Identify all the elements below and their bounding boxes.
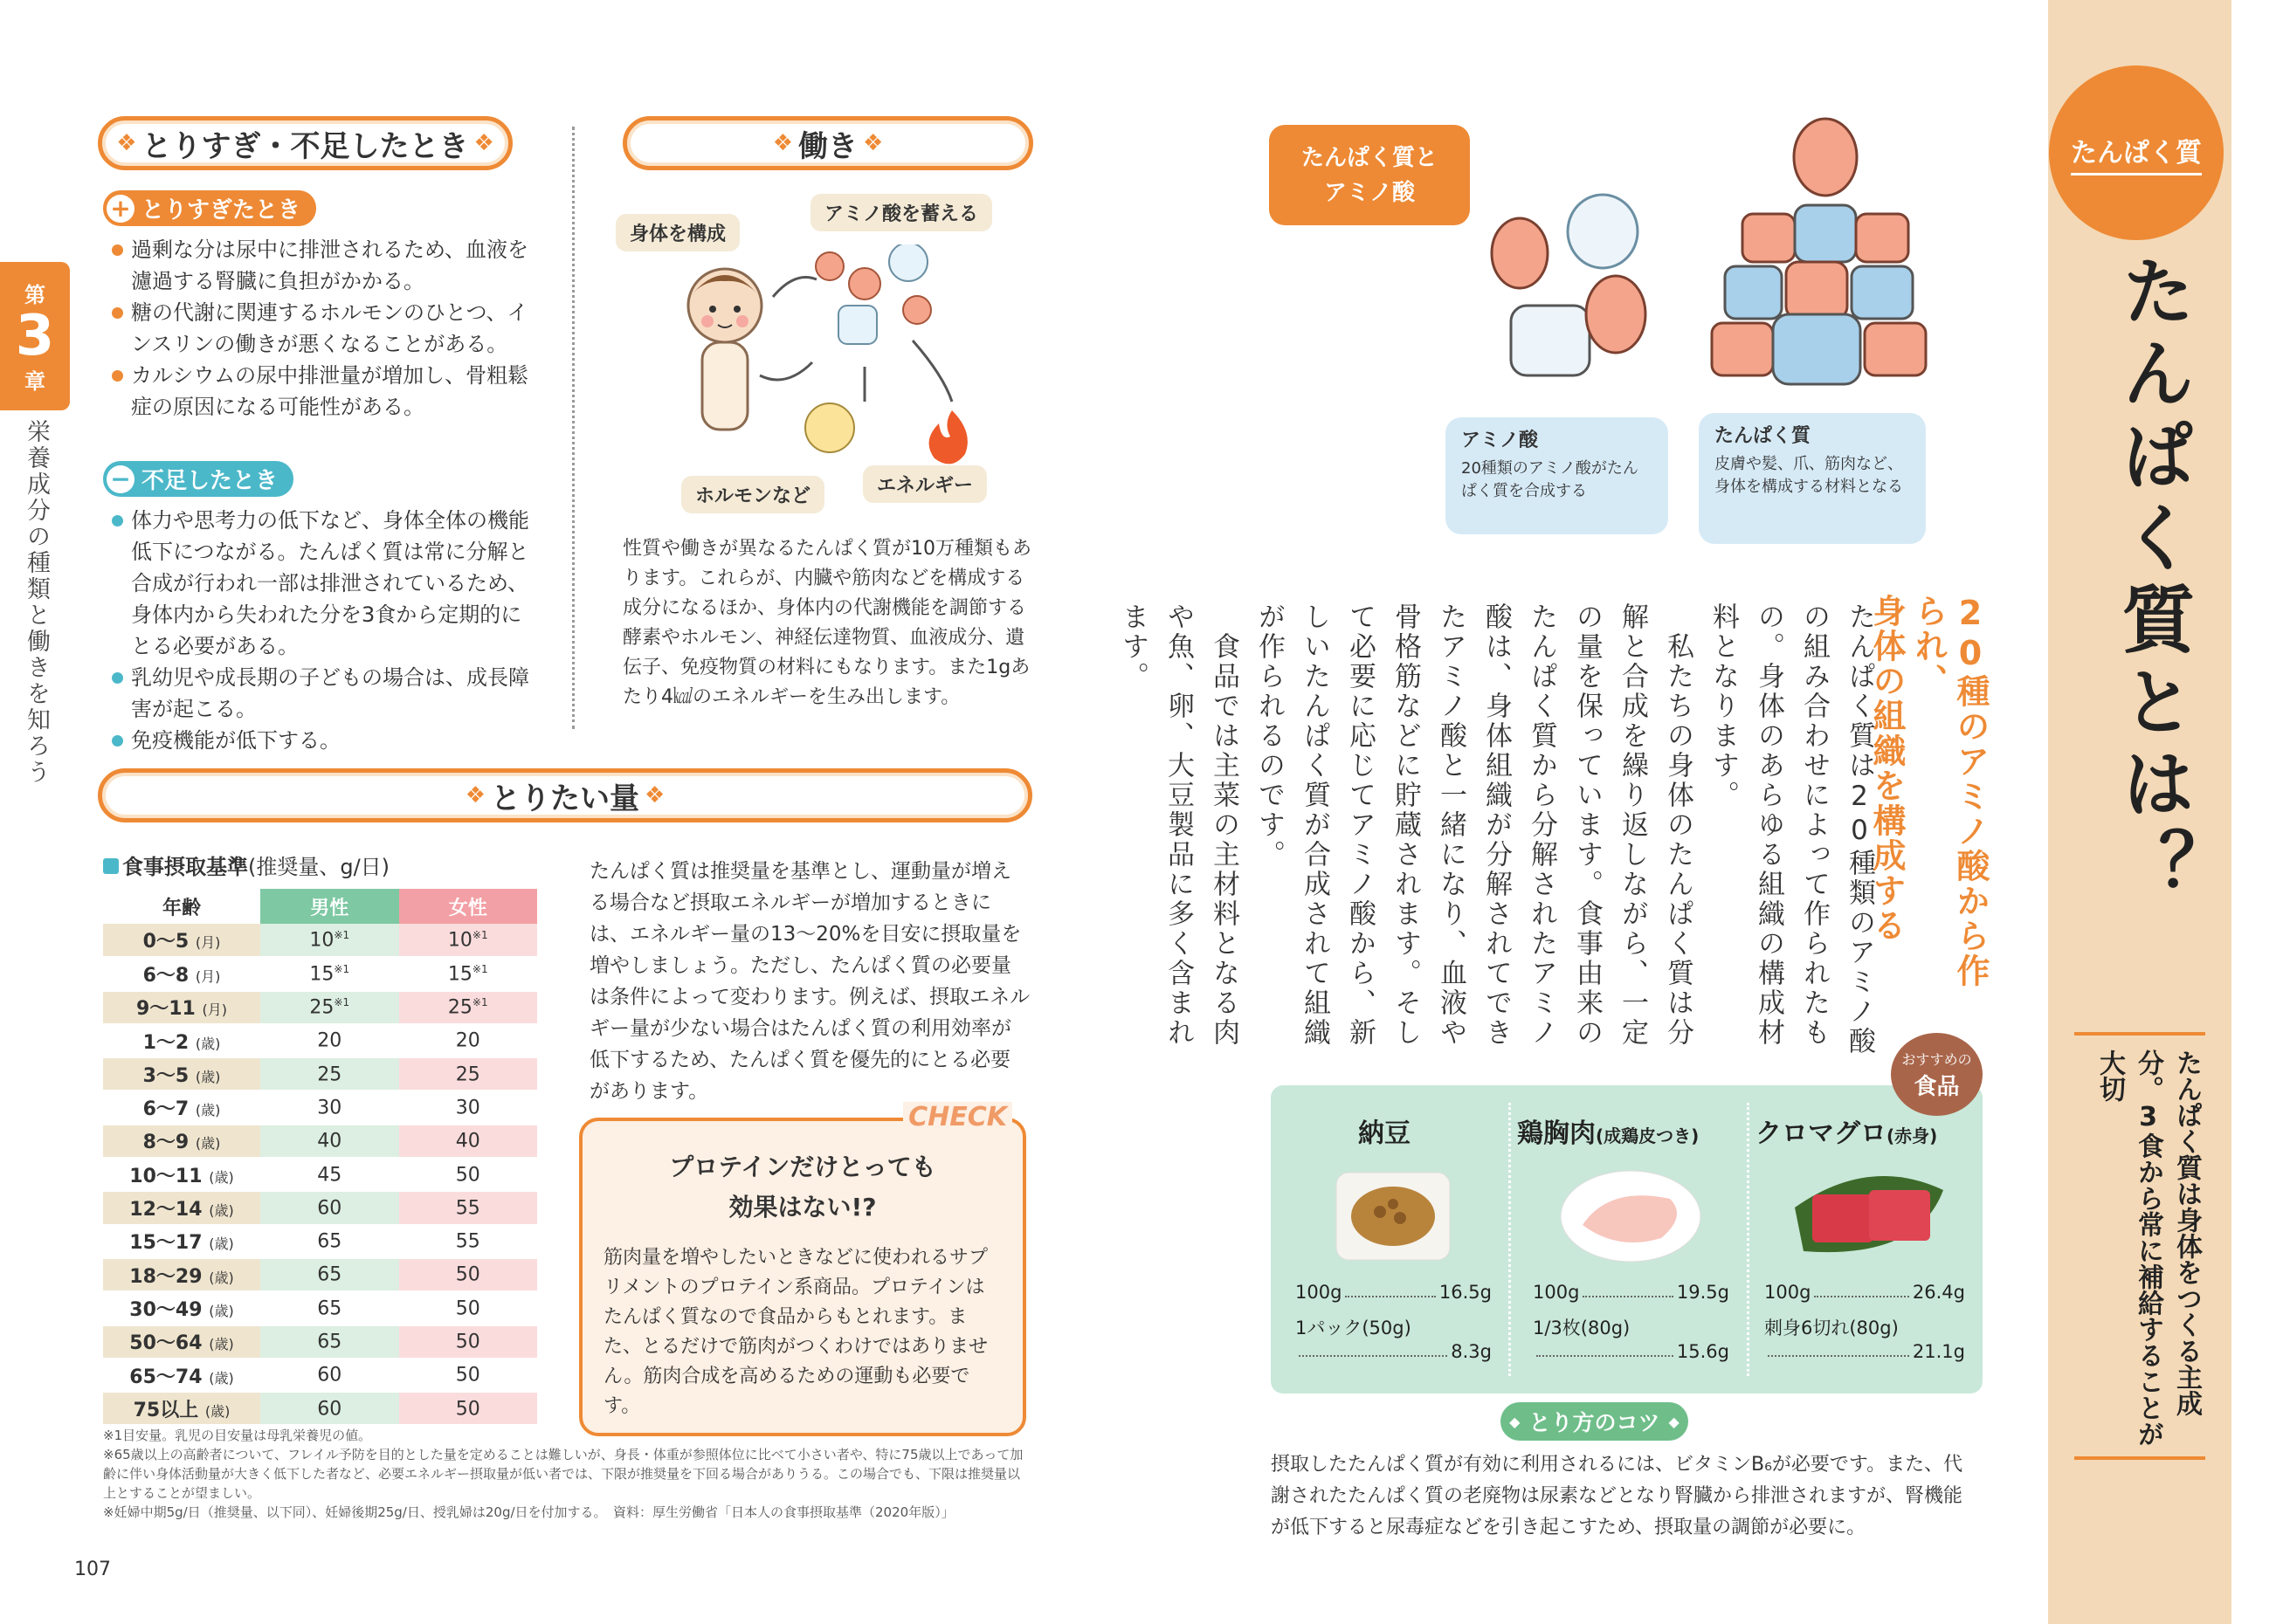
female-value: 10$^{※1}$ [399, 924, 538, 957]
page-number-left: 107 [74, 1559, 111, 1580]
male-value: 10$^{※1}$ [260, 924, 399, 957]
age-cell: 0～5 (月) [103, 924, 260, 957]
list-item: 体力や思考力の低下など、身体全体の機能低下につながる。たんぱく質は常に分解と合成が行われ一部は排泄されているため、身体内から失われた分を3食から定期的にとる必要がある。 [112, 505, 535, 662]
age-cell: 1～2 (歳) [103, 1024, 260, 1057]
female-value: 50 [399, 1325, 538, 1359]
function-heading: ❖ 働き ❖ [623, 116, 1033, 170]
recommend-badge: おすすめの 食品 [1891, 1033, 1983, 1116]
female-value: 50 [399, 1158, 538, 1191]
check-box [579, 1102, 1026, 1436]
table-row [103, 1325, 537, 1359]
side-title-circle: たんぱく質 [2049, 65, 2224, 240]
female-value: 20 [399, 1024, 538, 1057]
vertical-heading: 20種のアミノ酸から作られ、 身体の組織を構成する [1867, 594, 1990, 988]
age-cell: 8～9 (歳) [103, 1125, 260, 1158]
over-label: + とりすぎたとき [103, 190, 316, 226]
table-row [103, 1024, 537, 1057]
label-body: 身体を構成 [616, 214, 740, 251]
check-title: プロテインだけとっても 効果はない!? [669, 1153, 936, 1221]
table-row [103, 1359, 537, 1392]
amino-characters [1492, 195, 1645, 375]
male-value: 65 [260, 1325, 399, 1359]
table-notes: ※1目安量。乳児の目安量は母乳栄養児の値。 ※65歳以上の高齢者について、フレイル予防を目的とした量を定めることは難しいが、身長・体重が参照体位に比べて小さい者や、特に75歳以上であって加齢に伴い身体活動量が大きく低下した者など、必要エネルギー摂取量が低い者では、下限が推奨量を下回る場合がありうる。この場合でも、下限は推奨量以上とすることが望ましい。 ※妊婦中期5g/日（推奨量、以下同）、妊婦後期25g/日、授乳婦は20g/日を付加する。 資料：厚生労働省「日本人の食事摂取基準（2020年版）」 [103, 1428, 1024, 1520]
male-value: 60 [260, 1359, 399, 1392]
age-cell: 6～8 (月) [103, 957, 260, 990]
female-value: 15$^{※1}$ [399, 957, 538, 990]
female-value: 55 [399, 1225, 538, 1258]
male-value: 65 [260, 1225, 399, 1258]
check-tag: CHECK [903, 1102, 1012, 1132]
list-item: 過剰な分は尿中に排泄されるため、血液を濾過する腎臓に負担がかかる。 [112, 234, 535, 297]
table-row [103, 1291, 537, 1325]
label-hormone: ホルモンなど [681, 476, 824, 513]
bubble-amino: アミノ酸 20種類のアミノ酸がたんぱく質を合成する [1445, 417, 1668, 534]
male-value: 65 [260, 1258, 399, 1291]
function-illustration [664, 244, 996, 471]
male-value: 45 [260, 1158, 399, 1191]
fire-icon [929, 410, 968, 464]
male-value: 60 [260, 1191, 399, 1224]
male-value: 65 [260, 1291, 399, 1325]
table-title: 食事摂取基準(推奨量、g/日) [103, 850, 390, 880]
age-cell: 3～5 (歳) [103, 1057, 260, 1091]
amino-blobs [816, 244, 931, 344]
list-item: 免疫機能が低下する。 [112, 725, 535, 756]
food-natto: 納豆 100g 16.5g 1パック(50g) 8.3g [1295, 1118, 1492, 1362]
topic-label: たんぱく質と アミノ酸 [1269, 125, 1470, 225]
female-value: 25 [399, 1057, 538, 1091]
age-cell: 15～17 (歳) [103, 1225, 260, 1258]
food-tuna: クロマグロ(赤身) 100g 26.4g 刺身6切れ(80g) 21.1g [1755, 1118, 1965, 1362]
natto-image [1332, 1164, 1454, 1264]
list-item: 糖の代謝に関連するホルモンのひとつ、インスリンの働きが悪くなることがある。 [112, 297, 535, 360]
male-value: 20 [260, 1024, 399, 1057]
intake-heading: ❖ とりたい量 ❖ [98, 768, 1032, 822]
food-chicken: 鶏胸肉(成鶏皮つき) 100g 19.5g 1/3枚(80g) 15.6g [1517, 1118, 1729, 1362]
female-value: 50 [399, 1291, 538, 1325]
male-value: 25$^{※1}$ [260, 991, 399, 1024]
table-row [103, 1125, 537, 1158]
female-value: 50 [399, 1258, 538, 1291]
table-row [103, 1258, 537, 1291]
table-row [103, 924, 537, 957]
vertical-body: たんぱく質は20種類のアミノ酸の組み合わせによって作られたもの。身体のあらゆる組織の構成材料となります。 私たちの身体のたんぱく質は分解と合成を繰り返しながら、一定の量を保っています。食事由来のたんぱく質から分解されたアミノ酸は、身体組織が分解されてできたアミノ酸と一緒になり、血液や骨格筋などに貯蔵されます。そして必要に応じてアミノ酸から、新しいたんぱく質が合成されて組織が作られるのです。 食品では主菜の主材料となる肉や魚、卵、大豆製品に多く含まれます。 [1117, 602, 1875, 1056]
excess-heading: ❖ とりすぎ・不足したとき ❖ [98, 116, 513, 170]
table-row [103, 1158, 537, 1191]
label-energy: エネルギー [863, 465, 987, 503]
intake-table: 年齢 男性 女性 0～5 (月) 10$^{※1}$ 10$^{※1}$ 6～8 (月) 15$^{※1}$ 15$^{※1}$ 9～11 (月) 25$^{※1}$ 25$^{※1}$ 1～2 (歳) 20 20 3～5 (歳) 25 25 6～7 (歳) 30 30 8～9 (歳) 40 40 10～11 (歳) 45 50 12～14 (歳) 60 55 15～17 (歳) 65 55 18～29 (歳) 65 50 30～49 (歳) 65 50 50～64 (歳) 65 50 65～74 (歳) 60 50 75以上 (歳) 60 50 [103, 889, 537, 1426]
function-text: 性質や働きが異なるたんぱく質が10万種類もあります。これらが、内臓や筋肉などを構成する成分になるほか、身体内の代謝機能を調節する酵素やホルモン、神経伝達物質、血液成分、遺伝子、免疫物質の材料にもなります。また1gあたり4㎉のエネルギーを生み出します。 [623, 538, 1031, 708]
page-title: たんぱく質とは？ [2110, 253, 2196, 910]
tuna-image [1786, 1155, 1952, 1269]
plus-icon: + [107, 195, 135, 223]
female-value: 40 [399, 1125, 538, 1158]
intake-text: たんぱく質は推奨量を基準とし、運動量が増える場合など摂取エネルギーが増加するときには、エネルギー量の13～20%を目安に摂取量を増やしましょう。ただし、たんぱく質の必要量は条件によって変わります。例えば、摂取エネルギー量が少ない場合はたんぱく質の利用効率が低下するため、たんぱく質を優先的にとる必要があります。 [590, 860, 1031, 1103]
bubble-protein: たんぱく質 皮膚や髪、爪、筋肉など、身体を構成する材料となる [1699, 413, 1926, 544]
minus-icon: − [107, 465, 135, 493]
table-row [103, 1191, 537, 1224]
table-row [103, 957, 537, 990]
age-cell: 6～7 (歳) [103, 1091, 260, 1124]
male-value: 40 [260, 1125, 399, 1158]
protein-stack [1712, 119, 1926, 384]
age-cell: 30～49 (歳) [103, 1291, 260, 1325]
over-list [112, 234, 535, 423]
hormone-illustration [805, 403, 854, 452]
table-icon [103, 858, 119, 874]
table-row [103, 1225, 537, 1258]
female-value: 50 [399, 1392, 538, 1425]
male-value: 30 [260, 1091, 399, 1124]
table-row [103, 1392, 537, 1425]
tips-text: 摂取したたんぱく質が有効に利用されるには、ビタミンB₆が必要です。また、代謝されたたんぱく質の老廃物は尿素などとなり腎臓から排泄されますが、腎機能が低下すると尿毒症などを引き起こすため、摂取量の調節が必要に。 [1271, 1454, 1963, 1538]
male-value: 60 [260, 1392, 399, 1425]
column-divider [572, 127, 575, 729]
list-item: 乳幼児や成長期の子どもの場合は、成長障害が起こる。 [112, 662, 535, 725]
table-row [103, 991, 537, 1024]
chicken-image [1556, 1164, 1705, 1264]
amino-protein-illustration [1450, 96, 1948, 410]
female-value: 30 [399, 1091, 538, 1124]
female-value: 55 [399, 1191, 538, 1224]
food-panel [1271, 1085, 1983, 1393]
age-cell: 9～11 (月) [103, 991, 260, 1024]
male-value: 25 [260, 1057, 399, 1091]
label-amino: アミノ酸を蓄える [810, 194, 992, 231]
check-text: 筋肉量を増やしたいときなどに使われるサプリメントのプロテイン系商品。プロテインはたんぱく質なので食品からもとれます。また、とるだけで筋肉がつくわけではありません。筋肉合成を高めるための運動も必要です。 [604, 1247, 989, 1417]
age-cell: 18～29 (歳) [103, 1258, 260, 1291]
female-value: 50 [399, 1359, 538, 1392]
age-cell: 50～64 (歳) [103, 1325, 260, 1359]
child-illustration [688, 269, 762, 430]
chapter-title: 栄養成分の種類と働きを知ろう [23, 419, 50, 786]
list-item: カルシウムの尿中排泄量が増加し、骨粗鬆症の原因になる可能性がある。 [112, 360, 535, 423]
under-label: − 不足したとき [103, 461, 293, 497]
age-cell: 75以上 (歳) [103, 1392, 260, 1425]
lead-text: たんぱく質は身体をつくる主成分。3食から常に補給することが大切 [2074, 1032, 2205, 1460]
age-cell: 12～14 (歳) [103, 1191, 260, 1224]
age-cell: 65～74 (歳) [103, 1359, 260, 1392]
tips-label: ◆ とり方のコツ ◆ [1500, 1402, 1688, 1441]
table-row [103, 1091, 537, 1124]
under-list [112, 505, 535, 756]
female-value: 25$^{※1}$ [399, 991, 538, 1024]
age-cell: 10～11 (歳) [103, 1158, 260, 1191]
male-value: 15$^{※1}$ [260, 957, 399, 990]
table-row [103, 1057, 537, 1091]
chapter-tab: 第 3 章 [0, 262, 70, 410]
